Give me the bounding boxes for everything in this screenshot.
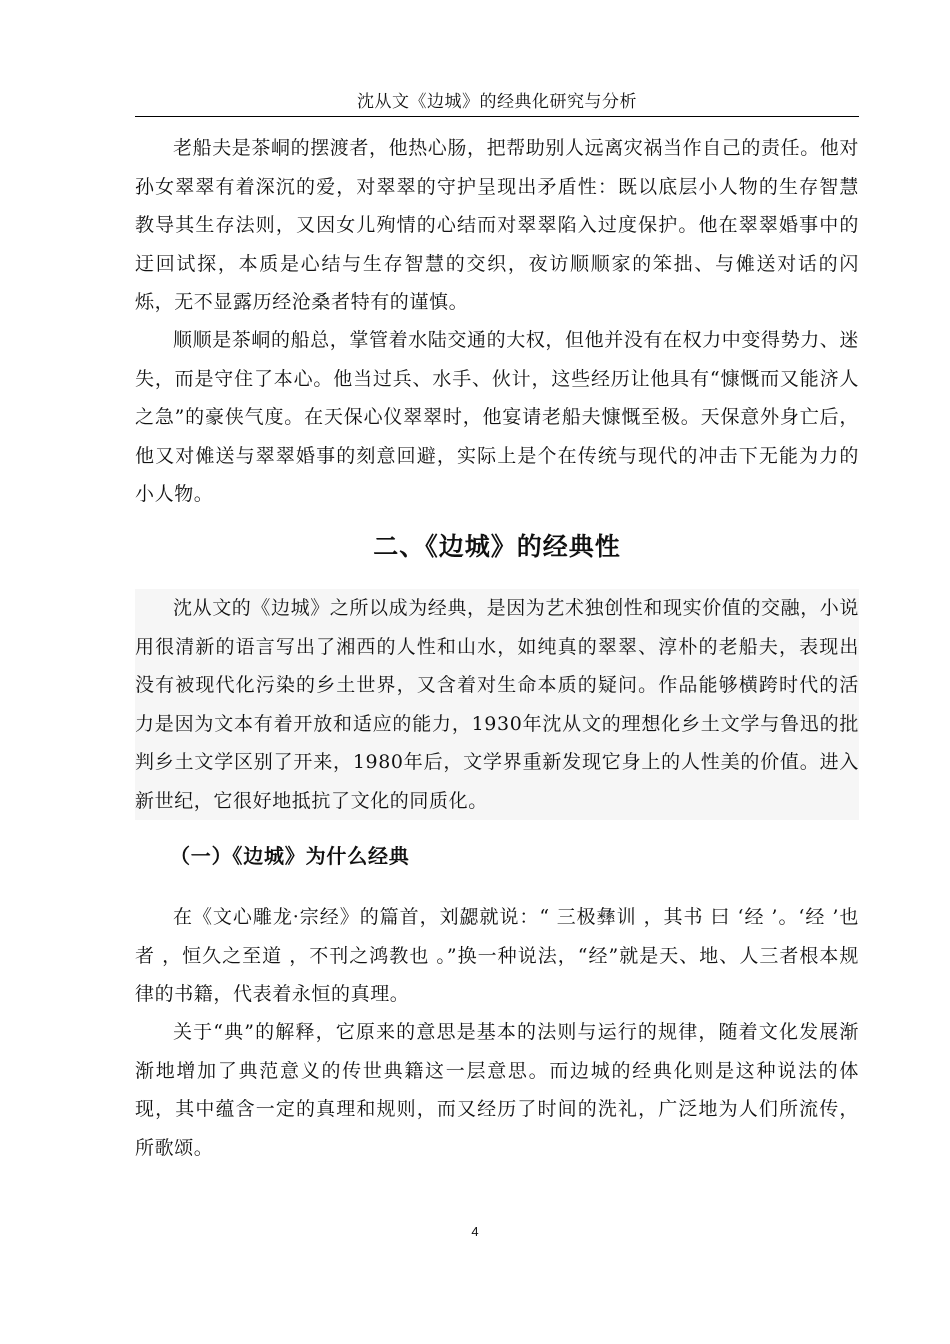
section-title: 二、《边城》的经典性: [373, 532, 621, 561]
paragraph-shunshun: 顺顺是茶峒的船总，掌管着水陆交通的大权，但他并没有在权力中变得势力、迷失，而是守住了本心。他当过兵、水手、伙计，这些经历让他具有“慷慨而又能济人之急”的豪侠气度。在天保心仪翠翠时，他宴请老船夫慷慨至极。天保意外身亡后，他又对傩送与翠翠婚事的刻意回避，实际上是个在传统与现代的冲击下无能为力的小人物。: [135, 329, 860, 505]
running-header: 沈从文《边城》的经典化研究与分析: [135, 88, 859, 117]
paragraph-classic-reasons: 沈从文的《边城》之所以成为经典，是因为艺术独创性和现实价值的交融，小说用很清新的语言写出了湘西的人性和山水，如纯真的翠翠、淳朴的老船夫，表现出没有被现代化污染的乡土世界，又含着对生命本质的疑问。作品能够横跨时代的活力是因为文本有着开放和适应的能力，1930年沈从文的理想化乡土文学与鲁迅的批判乡土文学区别了开来，1980年后，文学界重新发现它身上的人性美的价值。进入新世纪，它很好地抵抗了文化的同质化。: [135, 589, 859, 820]
paragraph-wenxin-diaolong: 在《文心雕龙·宗经》的篇首，刘勰就说：“ 三极彝训 ，其书 曰 ‘经 ’。‘经 ’也者 ，恒久之至道 ，不刊之鸿教也 。”换一种说法，“经”就是天、地、人三者根本规律的书籍，代表着永恒的真理。: [135, 906, 859, 1005]
page-number: 4: [471, 1224, 479, 1239]
subsection-title: （一）《边城》为什么经典: [170, 844, 410, 868]
paragraph-old-ferryman: 老船夫是茶峒的摆渡者，他热心肠，把帮助别人远离灾祸当作自己的责任。他对孙女翠翠有着深沉的爱，对翠翠的守护呈现出矛盾性：既以底层小人物的生存智慧教导其生存法则，又因女儿殉情的心结而对翠翠陷入过度保护。他在翠翠婚事中的迂回试探，本质是心结与生存智慧的交织，夜访顺顺家的笨拙、与傩送对话的闪烁，无不显露历经沧桑者特有的谨慎。: [135, 137, 860, 313]
paragraph-dian-meaning: 关于“典”的解释，它原来的意思是基本的法则与运行的规律，随着文化发展渐渐地增加了典范意义的传世典籍这一层意思。而边城的经典化则是这种说法的体现，其中蕴含一定的真理和规则，而又经历了时间的洗礼，广泛地为人们所流传，所歌颂。: [135, 1021, 859, 1159]
